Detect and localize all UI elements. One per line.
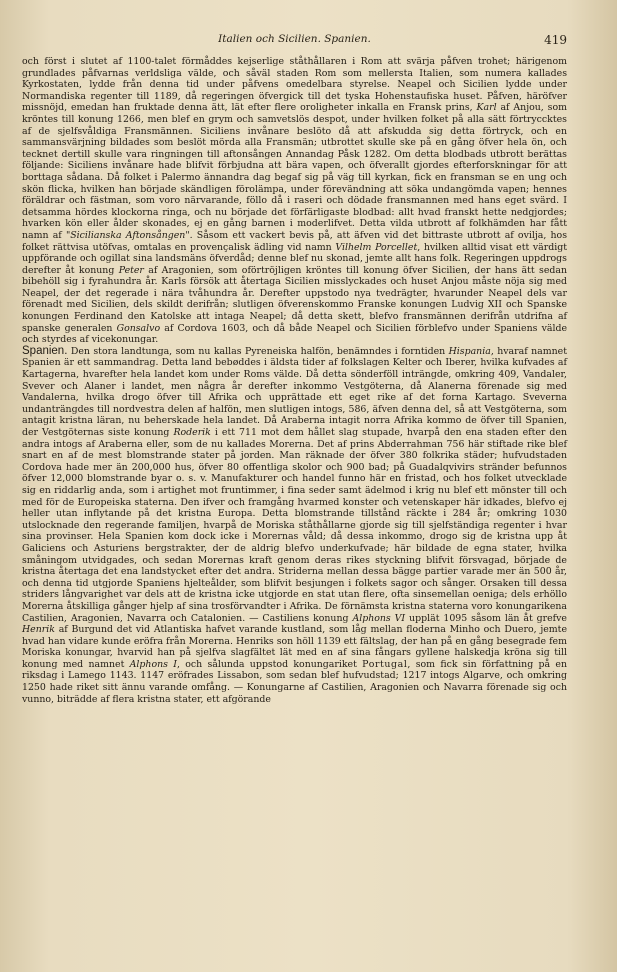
text-run: af Aragonien, som oförtröjligen kröntes till konung öfver Sicilien, der hans ätt sedan bibehöll sig i fyrahundra år. Karls försök att återtaga Sicilien misslyckades och huset Anjou måste nöja sig med Neapel, der det regerade i nära tvåhundra år. Derefter uppstodo nya tvedrägter, hvarunder Neapel dels var förenadt med Sicilien, dels skildt derifrån; slutligen öfverenskommo Franske konungen Ludvig XII och Spanske konungen Ferdinand den Katolske att intaga Neapel; då detta skett, blefvo fransmännen derifrån utdrifna af spanske generalen	[22, 264, 567, 334]
section-heading-spain: Spanien.	[22, 344, 68, 357]
name-henrik: Henrik	[22, 624, 55, 636]
text-run: af Anjou, som kröntes till konung 1266, men blef en grym och samvetslös despot, under hvilken folket på alla sätt förtryccktes af de sjelfsvåldiga Fransmännen. Siciliens invånare beslöto då att afskudda sig detta förtryck, och en sammansvärjning bildades som beslöt mörda alla Fransmän; utbrottet skulle ske på en gång öfver hela ön, och tecknet dertill skulle vara ringningen till aftonsången Annandag Påsk 1282. Om detta blodbads utbrott berättas följande: Siciliens invånare hade blifvit förbjudna att bära vapen, och öfverallt gjordes efterforskningar för att borttaga sådana. Då folket i Palermo ännandra dag begaf sig på väg till kyrkan, fick en fransman se en ung och skön flicka, hvilken han började skändligen förolämpa, under förevändning att söka undangömda vapen; hennes föräldrar och fästman, som voro närvarande, föllo då i raseri och dödade fransmannen med hans eget svärd. I detsamma hördes klockorna ringa, och nu började det förfärligaste blodbad: allt hvad franskt hette nedgjordes; hvarken kön eller ålder skonades, ej en gång barnen i moderlifvet. Detta vilda utbrott af folkhämden har fått namn af	[22, 102, 567, 241]
name-gonsalvo: Gonsalvo	[116, 322, 161, 334]
running-title: Italien och Sicilien. Spanien.	[218, 33, 371, 45]
paragraph-italy	[22, 56, 567, 346]
text-run: upplät 1095 såsom län åt grefve	[405, 612, 567, 624]
text-run: . Såsom ett vackert bevis på, att äfven vid det bittraste utbrott af ovilja, hos folket rättvisa utöfvas, omtalas en provençalisk ädling vid namn	[22, 229, 568, 253]
text-run: af Cordova 1603, och då både Neapel och Sicilien förblefvo under Spaniens välde och styrdes af vicekonungar.	[22, 322, 568, 346]
page-number: 419	[544, 33, 567, 47]
body-text	[22, 56, 567, 705]
text-run: och först i slutet af 1100-talet förmåddes kejserlige ståthållaren i Rom att svärja påfven trohet; härigenom grundlades påfvarnas verldsliga välde, och såväl staden Rom som mellersta Italien, som numera kallades Kyrkostaten, lydde från denna tid under påfvens omedelbara styrelse. Neapel och Sicilien lydde under Normandiska regenter till 1189, då regeringen öfvergick till det tyska Hohenstaufiska huset. Påfven, häröfver missnöjd, emedan han fruktade denna ätt, lät efter flere oroligheter inkalla en Fransk prins,	[22, 56, 567, 114]
term-hispania: Hispania	[448, 345, 491, 357]
text-run: , som fick sin författning på en riksdag i Lamego 1143. 1147 eröfrades Lissabon, som sedan blef hufvudstad; 1217 intogs Algarve, och omkring 1250 hade riket sitt ännu varande omfång. — Konungarne af Castilien, Aragonien och Navarra förenade sig och vunno, biträdde af flera kristna stater, ett afgörande	[22, 658, 567, 705]
page-header	[22, 33, 567, 49]
text-run: Den stora landtunga, som nu kallas Pyreneiska halfön, benämndes i forntiden	[67, 345, 449, 357]
text-run: i ett 711 mot dem hållet slag stupade, hvarpå den ena staden efter den andra intogs af Araberna eller, som de nu kallades Morerna. Det af prins Abderrahman 756 här stiftade rike blef snart en af de mest blomstrande stater på jorden. Man räknade der öfver 380 folkrika städer; hufvudstaden Cordova hade mer än 200,000 hus, öfver 80 offentliga skolor och 900 bad; på Guadalqvivirs stränder befunnos öfver 12,000 blomstrande byar o. s. v. Manufakturer och handel funno här en fristad, och hos folket utvecklade sig en riddarlig anda, som i artighet mot fruntimmer, i fina seder samt ädelmod i krig nu blef ett mönster till och med för de Europeiska staterna. Den ifver och framgång hvarmed konster och vetenskaper här idkades, blefvo ej heller utan inflytande på det kristna Europa. Detta blomstrande tillstånd räckte i 284 år; omkring 1030 utslocknade den regerande familjen, hvarpå de Moriska ståthållarne gjorde sig till sjelfständiga regenter i hvar sina provinser. Hela Spanien kom dock icke i Morernas våld; då dessa inkommo, drogo sig de kristna upp åt Galiciens och Asturiens bergstrakter, der de aldrig blefvo underkufvade; här bildade de egna stater, hvilka småningom utvidgades, och sedan Morernas kraft genom deras rikes styckning blifvit försvagad, började de kristna återtaga det ena landstycket efter det andra. Striderna mellan dessa bägge partier varade mer än 500 år, och denna tid utgjorde Spaniens hjelteålder, som blifvit besjungen i folkets sagor och sånger. Orsaken till dessa striders långvarighet var dels att de kristna icke utgjorde en stat utan flere, ofta sinsemellan oeniga; dels erhöllo Morerna åtskilliga gånger hjelp af sina trosförvandter i Afrika. De förnämsta kristna staterna voro konungarikena Castilien, Aragonien, Navarra och Catalonien. — Castiliens konung	[22, 427, 567, 624]
term-portugal: Portugal	[362, 658, 408, 670]
paragraph-spain	[22, 346, 567, 705]
text-run: af Burgund det vid Atlantiska hafvet varande kustland, som låg mellan floderna Minho och Duero, jemte hvad han vidare kunde eröfra från Morerna. Henriks son höll 1139 ett fältslag, der han på en gång besegrade fem Moriska konungar, hvarvid han på sjelfva slagfältet lät med en af sina fångars gyllene halskedja kröna sig till konung med namnet	[22, 624, 567, 670]
name-alphons-vi: Alphons VI	[352, 612, 406, 624]
text-run: , hvilken alltid visat ett värdigt uppförande och ogillat sina landsmäns öfverdåd; denne blef nu skonad, jemte allt hans folk. Regeringen uppdrogs derefter åt konung	[22, 241, 567, 276]
name-alphons-i: Alphons I	[129, 658, 177, 670]
text-run: , och sålunda uppstod konungariket	[176, 658, 363, 670]
name-vilhelm-porcellet: Vilhelm Porcellet	[335, 241, 418, 253]
term-sicilian-vespers: "Sicilianska Aftonsången"	[65, 229, 190, 241]
name-peter: Peter	[118, 264, 144, 276]
name-roderik: Roderik	[173, 427, 211, 438]
text-run: , hvaraf namnet Spanien är ett sammandrag. Detta land bebøddes i äldsta tider af folkslagen Kelter och Iberer, hvilka kufvades af Kartagerna, hvarefter hela landet kom under Roms välde. Då detta sönderföll inträngde, omkring 409, Vandaler, Svever och Alaner i landet, men några år derefter inkommo Vestgöterna, då Alanerna förenade sig med Vandalerna, hvilka drogo öfver till Afrika och upprättade ett eget rike af det forna Kartago. Sveverna undanträngdes till nordvestra delen af halfön, men slutligen intogs, 586, äfven denna del, så att Vestgöterna, som antagit kristna läran, nu beherskade hela landet. Då Araberna intagit norra Afrika kommo de öfver till Spanien, der Vestgöternas siste konung	[22, 345, 567, 438]
name-karl: Karl	[476, 102, 497, 114]
